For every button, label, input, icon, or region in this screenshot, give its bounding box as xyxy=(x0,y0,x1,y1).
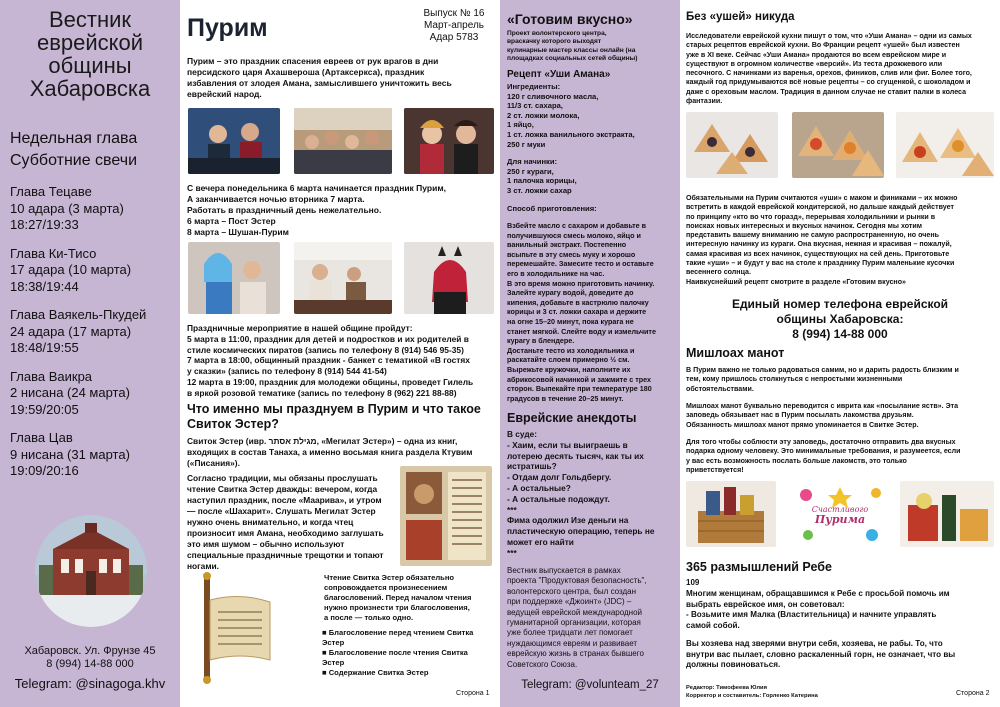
masthead-line: Вестник xyxy=(48,7,132,32)
purim-banner xyxy=(792,481,888,547)
text-line: волонтерского центра, был создан xyxy=(507,586,637,596)
text-line: - А остальные? xyxy=(507,482,571,493)
ingredient: 1 ст. ложка ванильного экстракта, xyxy=(507,129,635,139)
phone-heading-line: общины Хабаровска: xyxy=(776,312,904,326)
parasha-item xyxy=(10,184,146,234)
text-line: по принципу «кто во что горазд», перерывая холодильники и рынки в xyxy=(686,212,936,221)
ingredient: 250 г муки xyxy=(507,139,546,149)
parasha-name: Глава Ки-Тисо xyxy=(10,245,97,261)
text-line: избавления от злодея Амана, замыслившего уничтожить весь xyxy=(187,78,452,88)
ingredient: 1 палочка корицы, xyxy=(507,176,577,186)
text-line: кипения, добавьте в кастрюлю палочку xyxy=(507,297,649,307)
text-line: у сказки» (запись по телефону 8 (914) 544 41-54) xyxy=(187,366,387,377)
text-line: Работать в праздничный день нежелательно. xyxy=(187,205,382,215)
text-line: Вы хозяева над зверями внутри себя, хозяева, не рабы. То, что xyxy=(686,639,943,648)
text-line: *** xyxy=(507,547,517,558)
weekly-portion-heading: Недельная глава xyxy=(10,130,138,147)
text-line: на огне 15–20 минут, пока курага не xyxy=(507,316,634,326)
text-line: его в холодильнике на час. xyxy=(507,268,605,278)
heading-line: Что именно мы празднуем в Пурим и что такое xyxy=(187,402,481,416)
text-line: у вас есть возможность послать больше лакомств, это только xyxy=(686,456,907,465)
text-line: существуют в огромном количестве «версий». Из теста дрожжевого или xyxy=(686,59,943,68)
article-text xyxy=(686,32,998,106)
text-line: нужно очень внимательно, и когда чтец xyxy=(187,517,354,527)
phone-heading-line: Единый номер телефона еврейской xyxy=(731,297,949,311)
article-text: Наивкуснейший рецепт смотрите в разделе «Готовим вкусно» xyxy=(686,278,906,286)
editor-credit: Редактор: Тимофеева Юлия xyxy=(686,685,768,691)
text-line: обстоятельствами. xyxy=(686,384,754,393)
parasha-date: 10 адара (3 марта) xyxy=(10,200,124,216)
text-line: самой собой. xyxy=(686,620,740,630)
text-line: 8 марта – Шушан-Пурим xyxy=(187,227,289,237)
text-line: Вырежьте кружочки, наполните их xyxy=(507,364,631,374)
text-line: Обязательными на Пурим считаются «уши» с маком и финиками – их можно xyxy=(686,194,958,202)
blessing-link[interactable]: Благословение перед чтением Свитка xyxy=(328,628,474,637)
purim-photo xyxy=(294,242,392,314)
text-line: еврейский народ. xyxy=(187,89,262,99)
recipe-title: Рецепт «Уши Амана» xyxy=(507,69,611,80)
text-line: Проект волонтерского центра, xyxy=(507,30,607,37)
jokes-heading: Еврейские анекдоты xyxy=(507,411,637,425)
text-line: ванильный экстракт. Постепенно xyxy=(507,240,627,250)
text-line: должны повиноваться. xyxy=(686,660,781,669)
candle-times: 18:27/19:33 xyxy=(10,217,79,232)
article-text xyxy=(686,194,998,278)
text-line: 12 марта в 19:00, праздник для молодежи общины, проведет Гилель xyxy=(187,376,474,387)
recipes-lead xyxy=(507,30,677,64)
page-title: Пурим xyxy=(187,14,268,42)
bullet-icon: ■ xyxy=(322,628,329,637)
text-line: специальные праздничные трещотки и топают xyxy=(187,550,384,560)
telegram-link[interactable]: Telegram: @sinagoga.khv xyxy=(14,676,166,691)
text-line: всыпьте в эту смесь муку и хорошо xyxy=(507,249,636,259)
text-line: *** xyxy=(507,504,517,515)
issue-number: Выпуск № 16 xyxy=(423,8,485,19)
parasha-name: Глава Цав xyxy=(10,430,73,445)
text-line: - Возьмите имя Малка (Властительница) и начните управлять xyxy=(686,610,937,619)
article-text xyxy=(686,438,998,475)
text-line: поисках новых интересных и вкусных начинок. Сегодня мы хотим xyxy=(686,221,922,230)
text-line: Эстер xyxy=(322,658,345,667)
text-line: станет мягкой. Слейте воду и измельчите xyxy=(507,326,656,336)
reflection-number: 109 xyxy=(686,578,700,587)
text-line: нужно произнести три благословения, xyxy=(324,603,470,612)
ingredients xyxy=(507,82,677,149)
bullet-icon: ■ xyxy=(322,648,329,657)
section-heading xyxy=(187,402,497,432)
blessing-link[interactable]: Благословение после чтения Свитка xyxy=(328,648,468,657)
text-line: — после «Шахарит». Слушать Мегилат Эстер xyxy=(187,506,376,516)
article-text xyxy=(686,366,998,394)
text-line: внутри вас пылает, словно раскаленный горн, не означает, что вы xyxy=(686,649,956,659)
text-line: В это время можно приготовить начинку. xyxy=(507,278,655,288)
text-line: корицы и 3 ст. ложки сахара и держите xyxy=(507,307,647,317)
text-line: Чтение Свитка Эстер обязательно xyxy=(324,573,455,582)
text-line: а после — только одно. xyxy=(324,613,414,622)
purim-photo xyxy=(404,242,494,314)
parasha-name: Глава Ваикра xyxy=(10,368,93,384)
article-text xyxy=(686,639,998,671)
left-sidebar xyxy=(0,0,180,707)
text-line: представить вашему вниманию не самую распространенную, но очень xyxy=(686,231,939,240)
section-heading: Без «ушей» никуда xyxy=(686,11,795,23)
article-text xyxy=(686,589,998,631)
text-line: приветствуется! xyxy=(686,465,744,474)
text-line: даже с ореховым маслом. Традиция в данном случае не ставит палки в колеса xyxy=(686,87,967,96)
text-line: враскачку которого выходят xyxy=(507,38,602,46)
ingredient: 11/3 ст. сахара, xyxy=(507,101,563,111)
candle-times: 19:59/20:05 xyxy=(10,401,79,417)
text-line: - А остальные подождут. xyxy=(507,493,610,504)
recipes-title: «Готовим вкусно» xyxy=(507,11,633,27)
blessing-item[interactable] xyxy=(322,668,498,678)
page-number: Сторона 1 xyxy=(456,690,490,697)
text-line: - Отдам долг Гольдбергу. xyxy=(507,472,612,483)
purim-photo xyxy=(188,108,280,174)
text-line: нуждающимся евреям и развивает xyxy=(507,638,638,648)
text-line: градусов в течение 20–25 минут. xyxy=(507,393,624,403)
text-line: ногами. xyxy=(187,561,219,571)
text-line: тем, кому пришлось столкнуться с непростыми жизненными xyxy=(686,375,903,384)
candle-times: 18:38/19:44 xyxy=(10,278,79,294)
text-line: весеннего солнца. xyxy=(686,268,751,277)
schedule-text xyxy=(187,183,497,238)
text-line: наступил праздник, после «Маарива», и утром xyxy=(187,495,382,505)
text-line: - Хаим, если ты выиграешь в xyxy=(507,439,628,450)
gift-basket-photo xyxy=(686,481,776,547)
scroll-illustration xyxy=(190,572,280,684)
tradition-text xyxy=(187,473,399,572)
issue-months: Март-апрель xyxy=(423,20,485,31)
text-line: Фима одолжил Изе деньги на xyxy=(507,515,629,526)
text-line: персидского царя Ахашвероша (Артаксеркса), праздник xyxy=(187,67,425,77)
reading-text xyxy=(324,573,496,623)
ingredient: 250 г кураги, xyxy=(507,166,554,176)
text-line: Мишлоах манот буквально переводится с иврита как «посылание яств». Эта xyxy=(686,402,959,410)
corrector-credit: Корректор и составитель: Горленко Катерина xyxy=(686,692,818,699)
masthead-line: Хабаровска xyxy=(29,76,151,101)
megillah-illustration xyxy=(400,466,492,566)
blessing-item[interactable] xyxy=(322,648,498,658)
purim-photo xyxy=(404,108,494,174)
recipes-column xyxy=(500,0,680,707)
text-line: раскатайте слоем примерно ½ см. xyxy=(507,355,630,365)
intro-text xyxy=(187,56,495,100)
text-line: 7 марта в 18:00, общинный праздник - банкет с тематикой «В гостях xyxy=(187,355,470,366)
text-line: Согласно традиции, мы обязаны прослушать xyxy=(187,473,378,483)
text-line: («Писания»). xyxy=(187,458,240,468)
ingredient: 3 ст. ложки сахар xyxy=(507,185,572,195)
phone: 8 (994) 14-88 000 xyxy=(46,658,134,670)
text-line: 6 марта – Пост Эстер xyxy=(187,216,276,226)
text-line: еврейскую жизнь в странах бывшего xyxy=(507,649,644,659)
blessing-item[interactable] xyxy=(322,628,498,638)
text-line: может его найти xyxy=(507,536,574,547)
text-line: уже более тридцати лет помогает xyxy=(507,628,633,638)
candles-heading: Субботние свечи xyxy=(10,152,138,169)
text-line: благословений. Перед началом чтения xyxy=(324,593,472,602)
text-line: Праздничные мероприятие в нашей общине пройдут: xyxy=(187,323,413,333)
preparation-heading: Способ приготовления: xyxy=(507,204,597,213)
gift-package-photo xyxy=(900,481,994,547)
masthead-line: еврейской xyxy=(36,30,144,55)
parasha-date: 24 адара (17 марта) xyxy=(10,323,132,339)
page-two xyxy=(680,0,1000,707)
text-line: встретить в каждой еврейской кондитерской, но дальше каждый действует xyxy=(686,203,954,212)
text-line: старых рецептов еврейской кухни. Во Франции рецепт «ушей» был известен xyxy=(686,41,960,50)
parasha-date: 17 адара (10 марта) xyxy=(10,262,132,277)
parasha-item xyxy=(10,369,146,419)
text-line: в яркой розовой тематике (запись по телефону 8 (962) 221 88-88) xyxy=(187,387,457,398)
text-line: такие «уши» – и будут у вас на столе к празднику Пурим маленькие кусочки xyxy=(686,259,955,268)
parasha-name: Глава Тецаве xyxy=(10,184,92,199)
text-line: уже в XI веке. Сейчас «Уши Амана» продаются во всем еврейском мире и xyxy=(686,50,947,59)
credits xyxy=(686,685,818,700)
text-line: В суде: xyxy=(507,429,537,439)
synagogue-photo xyxy=(35,515,147,627)
issue-hebrew-date: Адар 5783 xyxy=(429,32,479,43)
parasha-item xyxy=(10,430,146,480)
text-line: выбрать еврейское имя, он советовал: xyxy=(686,599,845,609)
parasha-name: Глава Ваякель-Пкудей xyxy=(10,307,147,322)
text-line: Советского Союза. xyxy=(507,659,578,669)
masthead xyxy=(0,8,180,100)
events-text xyxy=(187,323,499,399)
text-line: песочного. С начинками из варенья, орехов, фиников, слив или фиг. Более того, xyxy=(686,69,972,78)
text-line: проекта "Продуктовая безопасность", xyxy=(507,576,647,586)
text-line: чтение Свитка Эстер дважды: вечером, когда xyxy=(187,484,378,494)
text-line: Эстер xyxy=(322,638,345,647)
publication-info xyxy=(507,566,679,670)
text-line: стиле космических пиратов (запись по телефону 8 (914) 546 95-35) xyxy=(187,344,464,355)
jokes-text xyxy=(507,429,679,559)
parasha-date: 2 нисана (24 марта) xyxy=(10,385,130,400)
pastry-photo xyxy=(896,112,994,178)
telegram-link[interactable]: Telegram: @volunteam_27 xyxy=(521,679,659,691)
text-line: гуманитарной организации, которая xyxy=(507,618,641,628)
banner-text: Пурима xyxy=(814,513,866,526)
phone-number: 8 (994) 14-88 000 xyxy=(792,327,888,341)
text-line: истратишь? xyxy=(507,461,557,472)
text-line: пластическую операцию, теперь не xyxy=(507,526,655,537)
heading-line: Свиток Эстер? xyxy=(187,417,279,431)
text-line: абрикосовой начинкой и зажмите с трех xyxy=(507,374,652,384)
banner-text: Счастливого xyxy=(811,505,869,514)
text-line: Исследователи еврейской кухни пишут о том, что «Уши Амана» – одни из самых xyxy=(686,32,972,40)
text-line: С вечера понедельника 6 марта начинается праздник Пурим, xyxy=(187,183,446,193)
scroll-text xyxy=(187,436,499,469)
text-line: самая красивая из всех начинок, существующих на сей день. Приготовьте xyxy=(686,249,950,258)
text-line: Многим женщинам, обращавшимся к Ребе с просьбой помочь им xyxy=(686,589,950,598)
ingredient: 120 г сливочного масла, xyxy=(507,91,599,101)
text-line: лотерею десять тысяч, как ты их xyxy=(507,450,644,461)
article-text xyxy=(686,402,998,430)
community-phone xyxy=(680,297,1000,342)
text-line: Для того чтобы соблюсти эту заповедь, достаточно отправить два вкусных xyxy=(686,438,956,446)
parasha-item xyxy=(10,307,146,357)
ingredient: 1 яйцо, xyxy=(507,120,534,130)
section-heading: 365 размышлений Ребе xyxy=(686,560,832,574)
text-line: произносит имя Амана, необходимо заглушать xyxy=(187,528,384,538)
text-line: подарка одному человеку. Это минимальные требования, и разумеется, если xyxy=(686,447,961,456)
purim-page xyxy=(180,0,500,707)
blessing-link[interactable]: Содержание Свитка Эстер xyxy=(328,668,429,677)
text-line: каждый год придумываются всё новые рецепты – со сгущенкой, с шоколадом и xyxy=(686,78,971,87)
purim-photo xyxy=(294,108,392,174)
parasha-date: 9 нисана (31 марта) xyxy=(10,446,130,462)
text-line: курагу в блендере. xyxy=(507,336,575,346)
text-line: сопровождается произнесением xyxy=(324,583,448,592)
text-line: Достаньте тесто из холодильника и xyxy=(507,345,635,355)
parashot-list xyxy=(10,184,146,480)
text-line: ведущей еврейской международной xyxy=(507,607,643,617)
text-line: А заканчивается ночью вторника 7 марта. xyxy=(187,194,365,204)
purim-photo xyxy=(188,242,280,314)
text-line: перемешайте. Замесите тесто и оставьте xyxy=(507,259,654,269)
ingredient: 2 ст. ложки молока, xyxy=(507,110,580,120)
blessings-list xyxy=(322,628,498,678)
preparation-text xyxy=(507,221,679,403)
address: Хабаровск. Ул. Фрунзе 45 xyxy=(24,645,156,657)
text-line: кулинарные мастер классы онлайн (на xyxy=(507,46,636,54)
pastry-photo xyxy=(686,112,778,178)
text-line: 5 марта в 11:00, праздник для детей и подростков и их родителей в xyxy=(187,333,469,344)
ingredients-heading: Ингредиенты: xyxy=(507,82,561,91)
parasha-item xyxy=(10,246,146,296)
text-line: Вестник выпускается в рамках xyxy=(507,566,621,575)
filling xyxy=(507,157,677,195)
text-line: получившуюся смесь молоко, яйцо и xyxy=(507,230,641,240)
text-line: Пурим – это праздник спасения евреев от рук врагов в дни xyxy=(187,56,439,66)
section-heading: Мишлоах манот xyxy=(686,346,785,360)
candle-times: 19:09/20:16 xyxy=(10,463,79,478)
text-line: это имя шумом – обычно используют xyxy=(187,539,345,549)
text-line: площадках социальных сетей общины) xyxy=(507,55,638,63)
text-line: Обязанность мишлоах манот прямо упоминается в Свитке Эстер. xyxy=(686,420,919,429)
text-line: Взбейте масло с сахаром и добавьте в xyxy=(507,221,647,230)
candle-times: 18:48/19:55 xyxy=(10,340,79,355)
text-line: В Пурим важно не только радоваться самим, но и дарить радость близким и xyxy=(686,366,959,374)
text-line: фантазии. xyxy=(686,97,723,106)
text-line: сторон. Выпекайте при температуре 180 xyxy=(507,384,652,394)
text-line: входящих в состав Танаха, а именно восьмая книга раздела Ктувим xyxy=(187,447,473,457)
filling-heading: Для начинки: xyxy=(507,157,558,166)
page-number: Сторона 2 xyxy=(956,690,990,697)
text-line: Залейте курагу водой, доведите до xyxy=(507,288,634,298)
bullet-icon: ■ xyxy=(322,668,329,677)
masthead-line: общины xyxy=(48,53,132,78)
text-line: заповедь обязывает нас в Пурим посылать лакомства друзьям. xyxy=(686,411,914,420)
text-line: интересную начинку из кураги. Она вкусная, нежная и красивая – пожалуй, xyxy=(686,240,952,249)
text-line: при поддержке «Джоинт» (JDC) – xyxy=(507,597,632,607)
text-line: Свиток Эстер (ивр. מגילת אסתר, «Мегилат Эстер») – одна из книг, xyxy=(187,436,458,446)
pastry-photo xyxy=(792,112,884,178)
